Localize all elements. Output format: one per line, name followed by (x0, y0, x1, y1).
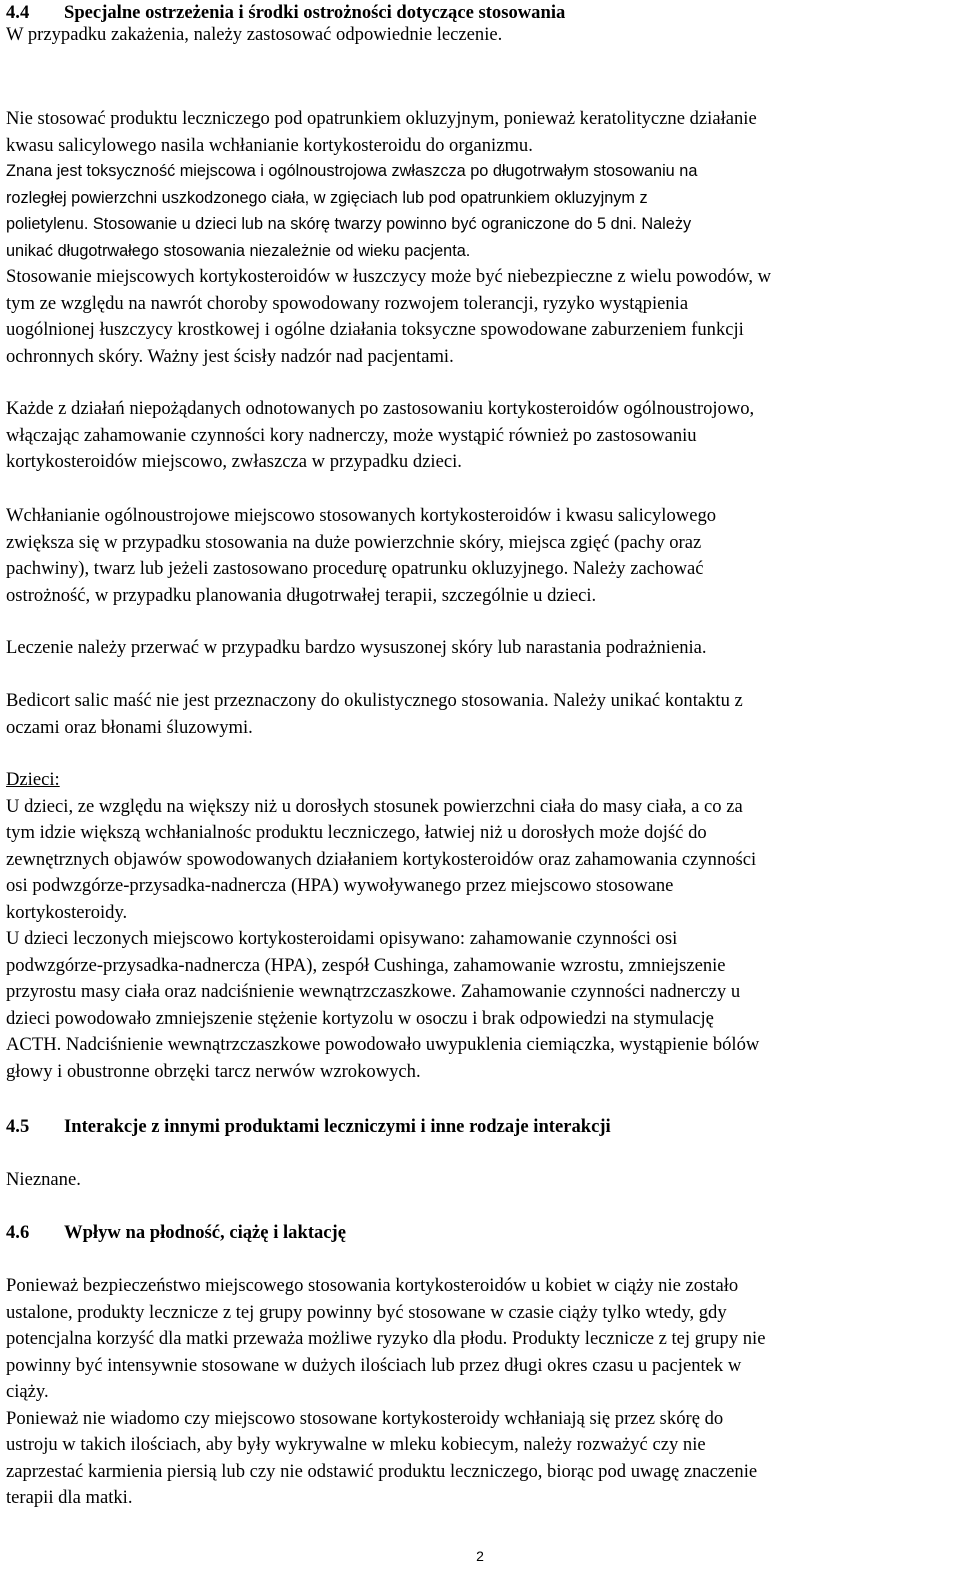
section-title: Specjalne ostrzeżenia i środki ostrożności dotyczące stosowania (64, 2, 566, 23)
text-line: W przypadku zakażenia, należy zastosować odpowiednie leczenie. (6, 24, 503, 45)
text-line: przyrostu masy ciała oraz nadciśnienie wewnątrzczaszkowe. Zahamowanie czynności nadnerczy u (6, 981, 741, 1002)
text-line: ochronnych skóry. Ważny jest ścisły nadzór nad pacjentami. (6, 345, 454, 367)
text-line: ACTH. Nadciśnienie wewnątrzczaszkowe powodowało uwypuklenia ciemiączka, wystąpienie bólów (6, 1034, 760, 1055)
text-line: ostrożność, w przypadku planowania długotrwałej terapii, szczególnie u dzieci. (6, 584, 597, 606)
paragraph-ophthalmic (6, 688, 954, 741)
text-line: Leczenie należy przerwać w przypadku bardzo wysuszonej skóry lub narastania podrażnienia. (6, 637, 707, 658)
text-line: uogólnionej łuszczycy krostkowej i ogólne działania toksyczne spowodowane zaburzeniem funkcji (6, 319, 744, 340)
text-line: pachwiny), twarz lub jeżeli zastosowano procedurę opatrunku okluzyjnego. Należy zachować (6, 558, 704, 579)
paragraph-psoriasis (6, 264, 954, 370)
text-line: osi podwzgórze-przysadka-nadnercza (HPA) wywoływanego przez miejscowo stosowane (6, 875, 674, 896)
text-line: tym ze względu na nawrót choroby spowodowany rozwojem tolerancji, ryzyko wystąpienia (6, 292, 689, 314)
text-line: tym idzie większą wchłanialnośc produktu leczniczego, łatwiej niż u dorosłych może dojść do (6, 822, 707, 843)
text-line: zewnętrznych objawów spowodowanych działaniem kortykosteroidów oraz zahamowania czynności (6, 848, 757, 870)
text-line: kwasu salicylowego nasila wchłanianie kortykosteroidu do organizmu. (6, 134, 533, 156)
text-line: kortykosteroidów miejscowo, zwłaszcza w przypadku dzieci. (6, 451, 462, 472)
paragraph-absorption (6, 503, 954, 609)
section-title: Interakcje z innymi produktami leczniczymi i inne rodzaje interakcji (64, 1116, 611, 1137)
section-heading-4-6 (6, 1220, 346, 1246)
text-line: oczami oraz błonami śluzowymi. (6, 716, 253, 738)
text-line: głowy i obustronne obrzęki tarcz nerwów wzrokowych. (6, 1060, 421, 1082)
text-line: podwzgórze-przysadka-nadnercza (HPA), zespół Cushinga, zahamowanie wzrostu, zmniejszenie (6, 954, 726, 976)
text-line: Znana jest toksyczność miejscowa i ogólnoustrojowa zwłaszcza po długotrwałym stosowaniu na (6, 162, 698, 180)
text-line: Nie stosować produktu leczniczego pod opatrunkiem okluzyjnym, ponieważ keratolityczne działanie (6, 108, 757, 129)
text-line: Stosowanie miejscowych kortykosteroidów w łuszczycy może być niebezpieczne z wielu powodów, w (6, 266, 772, 287)
text-line: Ponieważ nie wiadomo czy miejscowo stosowane kortykosteroidy wchłaniają się przez skórę do (6, 1407, 724, 1429)
section-number: 4.5 (6, 1116, 30, 1137)
text-line: Ponieważ bezpieczeństwo miejscowego stosowania kortykosteroidów u kobiet w ciąży nie zostało (6, 1275, 739, 1296)
paragraph-children (6, 767, 954, 1085)
text-line: polietylenu. Stosowanie u dzieci lub na skórę twarzy powinno być ograniczone do 5 dni. Należy (6, 215, 692, 233)
paragraph-discontinue (6, 635, 954, 662)
text-line: ciąży. (6, 1381, 49, 1402)
text-line: włączając zahamowanie czynności kory nadnerczy, może wystąpić również po zastosowaniu (6, 424, 697, 446)
text-line: potencjalna korzyść dla matki przeważa możliwe ryzyko dla płodu. Produkty lecznicze z tej grupy nie (6, 1328, 766, 1349)
text-line: rozległej powierzchni uszkodzonego ciała, w zgięciach lub pod opatrunkiem okluzyjnym z (6, 188, 648, 207)
text-line: unikać długotrwałego stosowania niezależnie od wieku pacjenta. (6, 241, 471, 260)
paragraph-interactions (6, 1167, 954, 1194)
page-number: 2 (476, 1548, 484, 1564)
paragraph-pregnancy (6, 1273, 954, 1512)
text-line: zaprzestać karmienia piersią lub czy nie odstawić produktu leczniczego, biorąc pod uwagę znaczenie (6, 1460, 758, 1482)
section-number: 4.6 (6, 1222, 30, 1243)
paragraph-infection (6, 22, 954, 49)
text-line: zwiększa się w przypadku stosowania na duże powierzchnie skóry, miejsca zgięć (pachy oraz (6, 531, 702, 553)
text-line: dzieci powodowało zmniejszenie stężenie kortyzolu w osoczu i brak odpowiedzi na stymulację (6, 1007, 714, 1029)
text-line: U dzieci leczonych miejscowo kortykosteroidami opisywano: zahamowanie czynności osi (6, 928, 678, 949)
section-heading-4-5 (6, 1114, 611, 1140)
text-line: kortykosteroidy. (6, 901, 128, 923)
text-line: powinny być intensywnie stosowane w dużych ilościach lub przez długi okres czasu u pacjentek w (6, 1354, 742, 1376)
text-line: ustroju w takich ilościach, aby były wykrywalne w mleku kobiecym, należy rozważyć czy nie (6, 1434, 706, 1455)
text-line: U dzieci, ze względu na większy niż u dorosłych stosunek powierzchni ciała do masy ciała, a co za (6, 795, 743, 817)
paragraph-occlusive (6, 106, 954, 159)
section-title: Wpływ na płodność, ciążę i laktację (64, 1222, 347, 1243)
text-line: Bedicort salic maść nie jest przeznaczony do okulistycznego stosowania. Należy unikać kontaktu z (6, 690, 743, 711)
text-line: Nieznane. (6, 1169, 81, 1190)
paragraph-adverse-effects (6, 396, 954, 476)
text-line: ustalone, produkty lecznicze z tej grupy powinny być stosowane w czasie ciąży tylko wtedy, gdy (6, 1301, 727, 1323)
text-line: terapii dla matki. (6, 1487, 133, 1508)
paragraph-toxicity (6, 158, 954, 264)
subheading-children: Dzieci: (6, 769, 60, 790)
text-line: Wchłanianie ogólnoustrojowe miejscowo stosowanych kortykosteroidów i kwasu salicylowego (6, 505, 717, 526)
text-line: Każde z działań niepożądanych odnotowanych po zastosowaniu kortykosteroidów ogólnoustrojowo, (6, 398, 755, 419)
section-number: 4.4 (6, 2, 30, 23)
